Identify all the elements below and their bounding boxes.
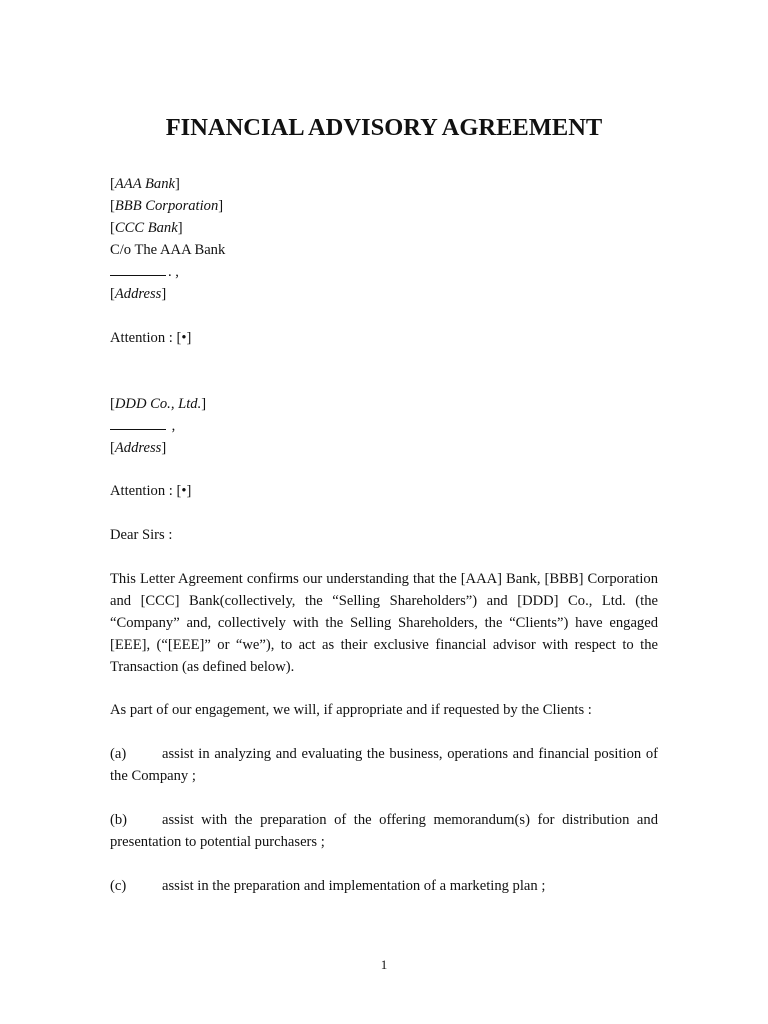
- list-item-text: assist in the preparation and implementation of a marketing plan ;: [162, 878, 546, 894]
- addressee-name: DDD Co., Ltd.: [114, 396, 202, 412]
- addressee-line: [Address]: [110, 286, 167, 302]
- list-item-marker: (a): [110, 746, 127, 762]
- salutation-text: Dear Sirs :: [110, 527, 173, 543]
- addressee-block-1: [110, 173, 658, 305]
- list-item: [110, 809, 658, 853]
- list-item-text: assist in analyzing and evaluating the business, operations and financial position of the Company ;: [110, 746, 658, 784]
- intro-paragraph: This Letter Agreement confirms our understanding that the [AAA] Bank, [BBB] Corporation and [CCC] Bank(collectively, the “Selling Shareholders”) and [DDD] Co., Ltd. (the “Company” and, collectively with the Selling Shareholders, the “Clients”) have engaged [EEE], (“[EEE]” or “we”), to act as their exclusive financial advisor with respect to the Transaction (as defined below).: [110, 571, 658, 675]
- document-title: FINANCIAL ADVISORY AGREEMENT: [165, 114, 603, 141]
- addressee-line: [CCC Bank]: [110, 220, 183, 236]
- addressee-blank-line: [110, 415, 658, 437]
- addressee-name: CCC Bank: [114, 220, 178, 236]
- addressee-name: BBB Corporation: [114, 198, 219, 214]
- addressee-care-of: C/o The AAA Bank: [110, 242, 226, 258]
- addressee-block-2: [110, 393, 658, 459]
- blank-suffix: ,: [168, 418, 176, 434]
- blank-underline: [110, 415, 166, 430]
- attention-line-2: [110, 480, 658, 502]
- blank-underline: [110, 261, 166, 276]
- blank-suffix: . ,: [168, 264, 179, 280]
- attention-line-1: [110, 327, 658, 349]
- addressee-blank-line: [110, 261, 658, 283]
- list-item: [110, 875, 658, 897]
- addressee-line: [BBB Corporation]: [110, 198, 224, 214]
- address-placeholder: Address: [114, 286, 162, 302]
- list-item-marker: (b): [110, 812, 128, 828]
- list-item: [110, 743, 658, 787]
- addressee-line: [Address]: [110, 440, 167, 456]
- addressee-line: [DDD Co., Ltd.]: [110, 396, 207, 412]
- list-item-marker: (c): [110, 878, 127, 894]
- addressee-name: AAA Bank: [114, 176, 175, 192]
- attention-text: Attention : [•]: [110, 330, 192, 346]
- attention-text: Attention : [•]: [110, 483, 192, 499]
- salutation: [110, 524, 658, 546]
- addressee-line: [AAA Bank]: [110, 176, 180, 192]
- page-number: 1: [380, 957, 388, 972]
- list-item-text: assist with the preparation of the offering memorandum(s) for distribution and presentation to potential purchasers ;: [110, 812, 658, 850]
- engagement-intro: As part of our engagement, we will, if appropriate and if requested by the Clients :: [110, 702, 592, 718]
- address-placeholder: Address: [114, 440, 162, 456]
